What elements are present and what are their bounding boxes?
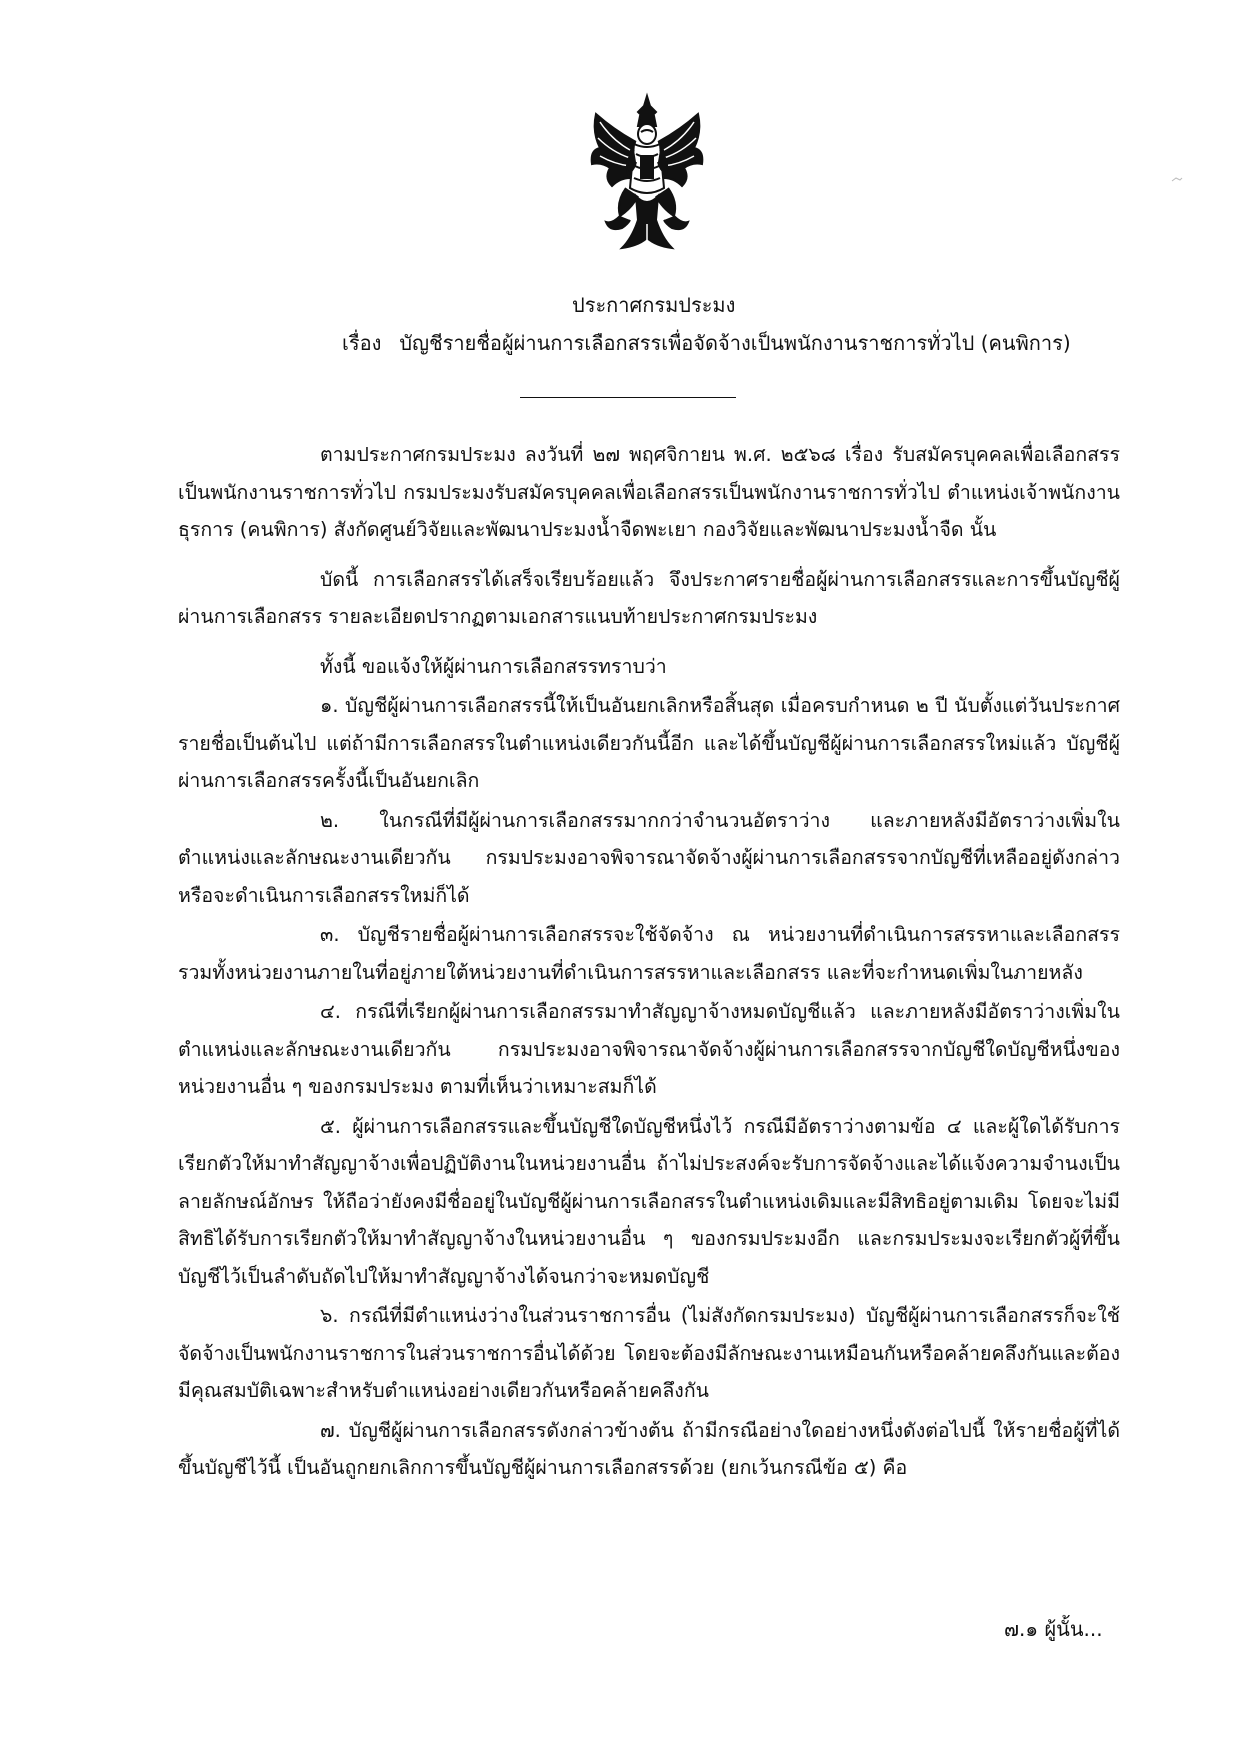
subject-label: เรื่อง (342, 331, 382, 355)
document-subject (342, 328, 1240, 358)
title-divider (520, 397, 736, 398)
paragraph-1: ตามประกาศกรมประมง ลงวันที่ ๒๗ พฤศจิกายน พ.ศ. ๒๕๖๘ เรื่อง รับสมัครบุคคลเพื่อเลือกสรรเป็นพนักงานราชการทั่วไป กรมประมงรับสมัครบุคคลเพื่อเลือกสรรเป็นพนักงานราชการทั่วไป ตำแหน่งเจ้าพนักงานธุรการ (คนพิการ) สังกัดศูนย์วิจัยและพัฒนาประมงน้ำจืดพะเยา กองวิจัยและพัฒนาประมงน้ำจืด นั้น (178, 443, 1120, 541)
list-item-7: ๗. บัญชีผู้ผ่านการเลือกสรรดังกล่าวข้างต้น ถ้ามีกรณีอย่างใดอย่างหนึ่งดังต่อไปนี้ ให้รายชื่อผู้ที่ได้ขึ้นบัญชีไว้นี้ เป็นอันถูกยกเลิกการขึ้นบัญชีผู้ผ่านการเลือกสรรด้วย (ยกเว้นกรณีข้อ ๕) คือ (178, 1418, 1120, 1479)
subject-text: บัญชีรายชื่อผู้ผ่านการเลือกสรรเพื่อจัดจ้างเป็นพนักงานราชการทั่วไป (คนพิการ) (399, 331, 1071, 355)
paragraph-3: ทั้งนี้ ขอแจ้งให้ผู้ผ่านการเลือกสรรทราบว่า (320, 654, 667, 678)
list-item-6: ๖. กรณีที่มีตำแหน่งว่างในส่วนราชการอื่น (ไม่สังกัดกรมประมง) บัญชีผู้ผ่านการเลือกสรรก็จะใช้จัดจ้างเป็นพนักงานราชการในส่วนราชการอื่นได้ด้วย โดยจะต้องมีลักษณะงานเหมือนกันหรือคล้ายคลึงกันและต้องมีคุณสมบัติเฉพาะสำหรับตำแหน่งอย่างเดียวกันหรือคล้ายคลึงกัน (178, 1304, 1120, 1402)
paragraph-2: บัดนี้ การเลือกสรรได้เสร็จเรียบร้อยแล้ว จึงประกาศรายชื่อผู้ผ่านการเลือกสรรและการขึ้นบัญชีผู้ผ่านการเลือกสรร รายละเอียดปรากฏตามเอกสารแนบท้ายประกาศกรมประมง (178, 567, 1120, 628)
document-body (178, 436, 1120, 1487)
garuda-emblem-icon (586, 92, 708, 262)
list-item-5: ๕. ผู้ผ่านการเลือกสรรและขึ้นบัญชีใดบัญชีหนึ่งไว้ กรณีมีอัตราว่างตามข้อ ๔ และผู้ใดได้รับการเรียกตัวให้มาทำสัญญาจ้างเพื่อปฏิบัติงานในหน่วยงานอื่น ถ้าไม่ประสงค์จะรับการจัดจ้างและได้แจ้งความจำนงเป็นลายลักษณ์อักษร ให้ถือว่ายังคงมีชื่ออยู่ในบัญชีผู้ผ่านการเลือกสรรในตำแหน่งเดิมและมีสิทธิอยู่ตามเดิม โดยจะไม่มีสิทธิได้รับการเรียกตัวให้มาทำสัญญาจ้างในหน่วยงานอื่น ๆ ของกรมประมงอีก และกรมประมงจะเรียกตัวผู้ที่ขึ้นบัญชีไว้เป็นลำดับถัดไปให้มาทำสัญญาจ้างได้จนกว่าจะหมดบัญชี (178, 1114, 1120, 1288)
list-item-3: ๓. บัญชีรายชื่อผู้ผ่านการเลือกสรรจะใช้จัดจ้าง ณ หน่วยงานที่ดำเนินการสรรหาและเลือกสรร รวมทั้งหน่วยงานภายในที่อยู่ภายใต้หน่วยงานที่ดำเนินการสรรหาและเลือกสรร และที่จะกำหนดเพิ่มในภายหลัง (178, 923, 1120, 984)
list-item-4: ๔. กรณีที่เรียกผู้ผ่านการเลือกสรรมาทำสัญญาจ้างหมดบัญชีแล้ว และภายหลังมีอัตราว่างเพิ่มในตำแหน่งและลักษณะงานเดียวกัน กรมประมงอาจพิจารณาจัดจ้างผู้ผ่านการเลือกสรรจากบัญชีใดบัญชีหนึ่งของหน่วยงานอื่น ๆ ของกรมประมง ตามที่เห็นว่าเหมาะสมก็ได้ (178, 1000, 1120, 1098)
scan-speck (1170, 170, 1184, 180)
document-title: ประกาศกรมประมง (572, 293, 736, 317)
list-item-2: ๒. ในกรณีที่มีผู้ผ่านการเลือกสรรมากกว่าจำนวนอัตราว่าง และภายหลังมีอัตราว่างเพิ่มในตำแหน่งและลักษณะงานเดียวกัน กรมประมงอาจพิจารณาจัดจ้างผู้ผ่านการเลือกสรรจากบัญชีที่เหลืออยู่ดังกล่าวหรือจะดำเนินการเลือกสรรใหม่ก็ได้ (178, 808, 1120, 907)
continuation-note: ๗.๑ ผู้นั้น... (1004, 1617, 1103, 1641)
list-item-1: ๑. บัญชีผู้ผ่านการเลือกสรรนี้ให้เป็นอันยกเลิกหรือสิ้นสุด เมื่อครบกำหนด ๒ ปี นับตั้งแต่วันประกาศรายชื่อเป็นต้นไป แต่ถ้ามีการเลือกสรรในตำแหน่งเดียวกันนี้อีก และได้ขึ้นบัญชีผู้ผ่านการเลือกสรรใหม่แล้ว บัญชีผู้ผ่านการเลือกสรรครั้งนี้เป็นอันยกเลิก (178, 694, 1120, 792)
